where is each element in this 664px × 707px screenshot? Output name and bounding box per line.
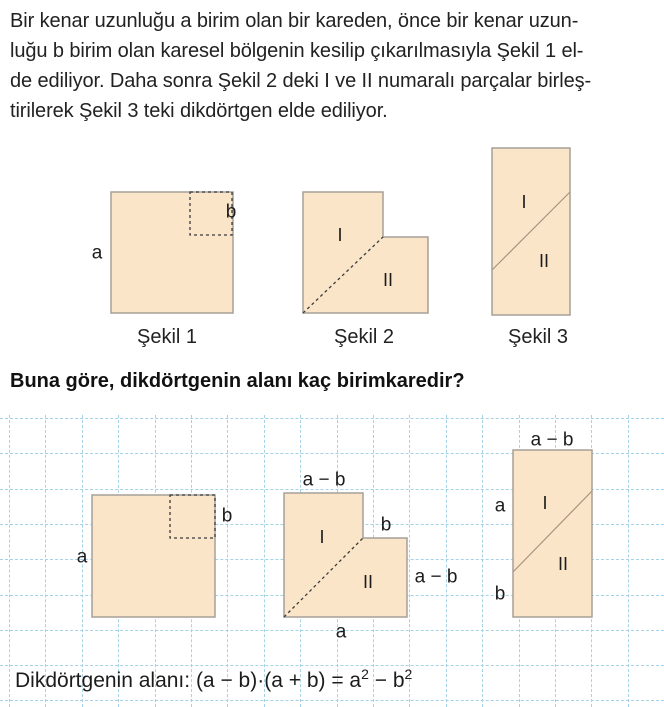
sekil3-shape	[490, 146, 574, 317]
problem-line-2: luğu b birim olan karesel bölgenin kesilip çıkarılmasıyla Şekil 1 el-	[10, 40, 584, 62]
solution-fig3-top-label: a − b	[530, 429, 574, 451]
problem-line-3: de ediliyor. Daha sonra Şekil 2 deki I ve II numaralı parçalar birleş-	[10, 70, 592, 92]
problem-line-1: Bir kenar uzunluğu a birim olan bir kareden, önce bir kenar uzun-	[10, 10, 579, 32]
sekil1-side-label: a	[91, 242, 103, 264]
problem-line-4: tirilerek Şekil 3 teki dikdörtgen elde ediliyor.	[10, 100, 388, 122]
question-text: Buna göre, dikdörtgenin alanı kaç birimkaredir?	[10, 370, 465, 392]
sekil1-caption: Şekil 1	[136, 326, 198, 348]
sekil1-cut-label: b	[225, 201, 237, 223]
solution-fig2-piece1-label: I	[319, 527, 325, 547]
solution-fig3-left-lower-label: b	[494, 583, 506, 605]
solution-fig3-piece1-label: I	[542, 493, 548, 513]
sekil2-piece1-label: I	[337, 225, 343, 245]
solution-fig1-side-label: a	[76, 546, 88, 568]
problem-statement	[10, 6, 660, 126]
solution-fig2-right-label: a − b	[414, 566, 458, 588]
formula-prefix: Dikdörtgenin alanı: (a − b)·(a + b) = a	[15, 669, 362, 692]
solution-fig2-bottom-label: a	[335, 621, 347, 643]
sekil3-piece1-label: I	[521, 192, 527, 212]
sekil2-piece2-label: II	[382, 270, 394, 290]
solution-fig2-top-label: a − b	[302, 469, 346, 491]
sekil3-caption: Şekil 3	[507, 326, 569, 348]
solution-fig1-cut-label: b	[221, 505, 233, 527]
solution-fig1-shape	[90, 493, 219, 619]
area-formula	[15, 666, 412, 693]
sekil2-caption: Şekil 2	[333, 326, 395, 348]
sekil2-shape	[301, 190, 432, 317]
solution-fig3-left-upper-label: a	[494, 495, 506, 517]
sekil3-piece2-label: II	[538, 251, 550, 271]
solution-fig2-piece2-label: II	[362, 572, 374, 592]
sekil1-shape	[109, 190, 236, 316]
solution-fig3-shape	[511, 448, 596, 619]
formula-exponent-a: 2	[361, 666, 369, 682]
solution-fig2-notch-label: b	[380, 514, 392, 536]
solution-fig3-piece2-label: II	[557, 554, 569, 574]
solution-fig2-shape	[282, 491, 413, 621]
formula-mid: − b	[368, 669, 405, 692]
formula-exponent-b: 2	[404, 666, 413, 682]
